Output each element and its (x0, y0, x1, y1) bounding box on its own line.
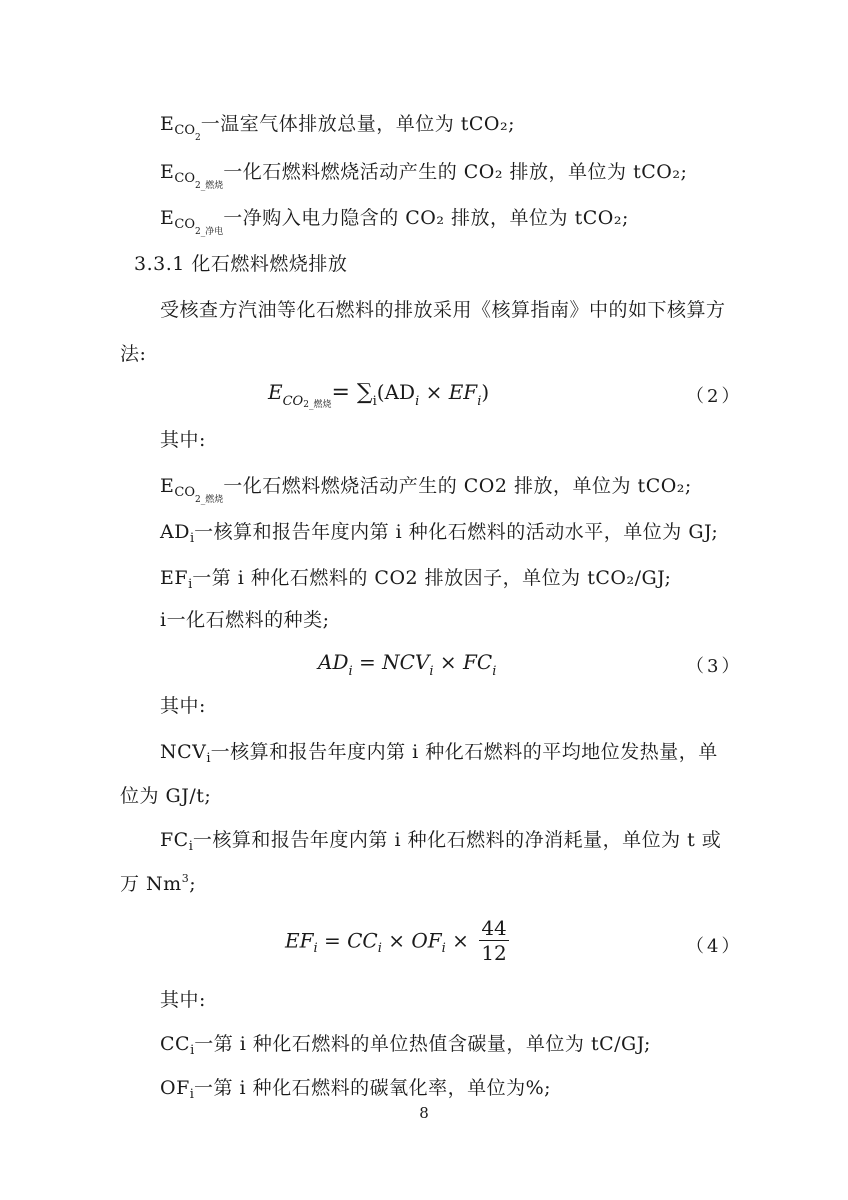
def-cc: $CC_i$一第 i 种化石燃料的单位热值含碳量，单位为 tC/GJ; (160, 1033, 651, 1058)
def-e-combustion: $E_{CO_{2\_燃烧}}$一化石燃料燃烧活动产生的 CO₂ 排放，单位为 tCO₂; (160, 161, 688, 191)
intro-paragraph: 受核查方汽油等化石燃料的排放采用《核算指南》中的如下核算方 (160, 299, 726, 321)
def-e-net-electricity: $E_{CO_{2\_净电}}$一净购入电力隐含的 CO₂ 排放，单位为 tCO₂; (160, 207, 629, 237)
def-ad: $AD_i$一核算和报告年度内第 i 种化石燃料的活动水平，单位为 GJ; (160, 521, 719, 546)
def-ncv-cont: 位为 GJ/t; (120, 785, 212, 807)
page-number: 8 (419, 1104, 429, 1122)
def-i: i一化石燃料的种类; (160, 609, 330, 631)
equation-4: $EF_i = CC_i \times OF_i$ × $\frac{44}{12}$ (285, 916, 507, 965)
def-ef: $EF_i$一第 i 种化石燃料的 CO2 排放因子，单位为 tCO₂/GJ; (160, 567, 672, 592)
where-label: 其中: (160, 429, 206, 451)
where-label-3: 其中: (160, 989, 206, 1011)
def-e-combustion-2: $E_{CO_{2\_燃烧}}$一化石燃料燃烧活动产生的 CO2 排放，单位为 tCO₂; (160, 475, 692, 505)
equation-3-number: （3） (686, 656, 743, 677)
section-heading: 3.3.1 化石燃料燃烧排放 (134, 253, 348, 275)
def-of: $OF_i$一第 i 种化石燃料的碳氧化率，单位为%; (160, 1077, 552, 1102)
def-ncv: $NCV_i$一核算和报告年度内第 i 种化石燃料的平均地位发热量，单 (160, 741, 718, 766)
fraction-44-12: $\frac{44}{12}$ (481, 916, 507, 965)
where-label-2: 其中: (160, 695, 206, 717)
def-fc-cont: 万 Nm$^3$; (120, 872, 197, 895)
equation-4-number: （4） (686, 936, 743, 957)
def-fc: $FC_i$一核算和报告年度内第 i 种化石燃料的净消耗量，单位为 t 或 (160, 829, 722, 854)
equation-2-number: （2） (686, 386, 743, 407)
def-e-total: $E_{CO_2}$一温室气体排放总量，单位为 tCO₂; (160, 113, 516, 143)
equation-3: $AD_i = NCV_i \times FC_i$ (318, 650, 497, 679)
intro-paragraph-cont: 法: (120, 343, 147, 365)
equation-2: $E_{CO2\_燃烧}= \sum_i(AD_i \times EF_i)$ (268, 380, 490, 410)
